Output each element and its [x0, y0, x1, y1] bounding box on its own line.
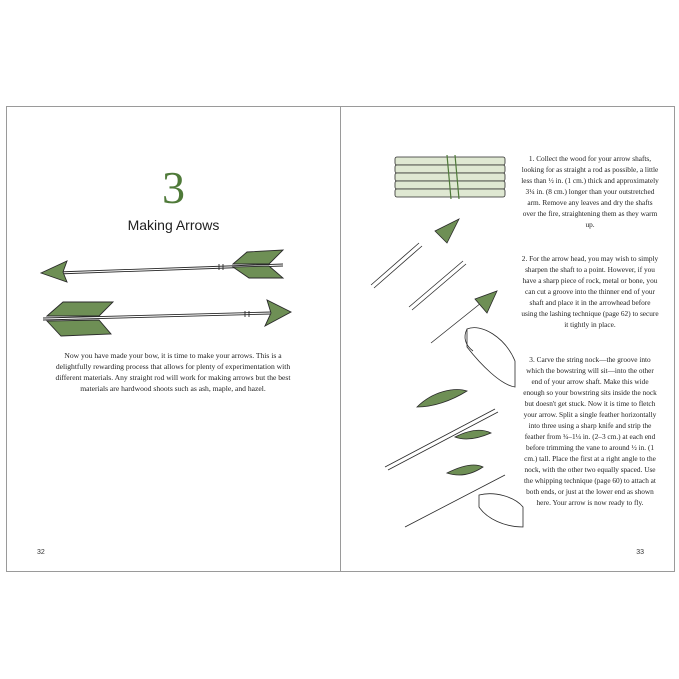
arrow-pointing-right — [43, 300, 291, 336]
arrows-illustration — [33, 242, 299, 342]
chapter-title: Making Arrows — [127, 217, 220, 233]
step-2-text: 2. For the arrow head, you may wish to simply sharpen the shaft to a point. However, if you have a sharp piece of rock, metal or bone, you can cut a groove into the thinner end of your shaft and place it in the arrowhead before using the lashing technique (page 62) to secure it tightly in place. — [521, 254, 659, 329]
book-spread — [6, 106, 675, 572]
feathers-fletching-illustration — [385, 390, 523, 527]
steps-illustration — [355, 147, 525, 537]
hand-lashing-illustration — [431, 291, 515, 387]
intro-paragraph: Now you have made your bow, it is time to make your arrows. This is a delightfully rewarding process that allows for plenty of experimentation with different materials. Any straight rod will work for making arrows but the best materials are hardwood shoots such as ash, maple, and hazel. — [55, 351, 291, 393]
arrowhead-illustration — [435, 219, 459, 243]
step-3-text: 3. Carve the string nock—the groove into which the bowstring will sit—into the other end of your arrow shaft. Make this wide enough so your bowstring sits inside the nock but doesn't get stuck. Now it is time to fletch your arrow. Split a single feather horizontally into three using a sharp knife and strip the feather from ¾–1¼ in. (2–3 cm.) at each end before trimming the vane to around ½ in. (1 cm.) tall. Place the first at a right angle to the nock, with the other two equally spaced. Use the whipping technique (page 60) to attach at both ends, or just at the lower end as shown here. Your arrow is now ready to fly. — [523, 355, 657, 507]
chapter-number: 3 — [162, 162, 185, 213]
step-1-text: 1. Collect the wood for your arrow shafts, looking for as straight a rod as possible, a little less than ½ in. (1 cm.) thick and approximately 3¼ in. (8 cm.) longer than your outstretched arm. Remove any leaves and dry the shafts over the fire, straightening them as they warm up. — [521, 154, 659, 229]
bundle-of-rods-illustration — [395, 155, 505, 199]
shaft-illustration — [371, 243, 466, 310]
left-page — [7, 107, 340, 571]
right-page — [341, 107, 674, 571]
arrow-pointing-left — [41, 250, 283, 282]
page-number-right: 33 — [636, 549, 644, 556]
page-number-left: 32 — [37, 549, 45, 556]
